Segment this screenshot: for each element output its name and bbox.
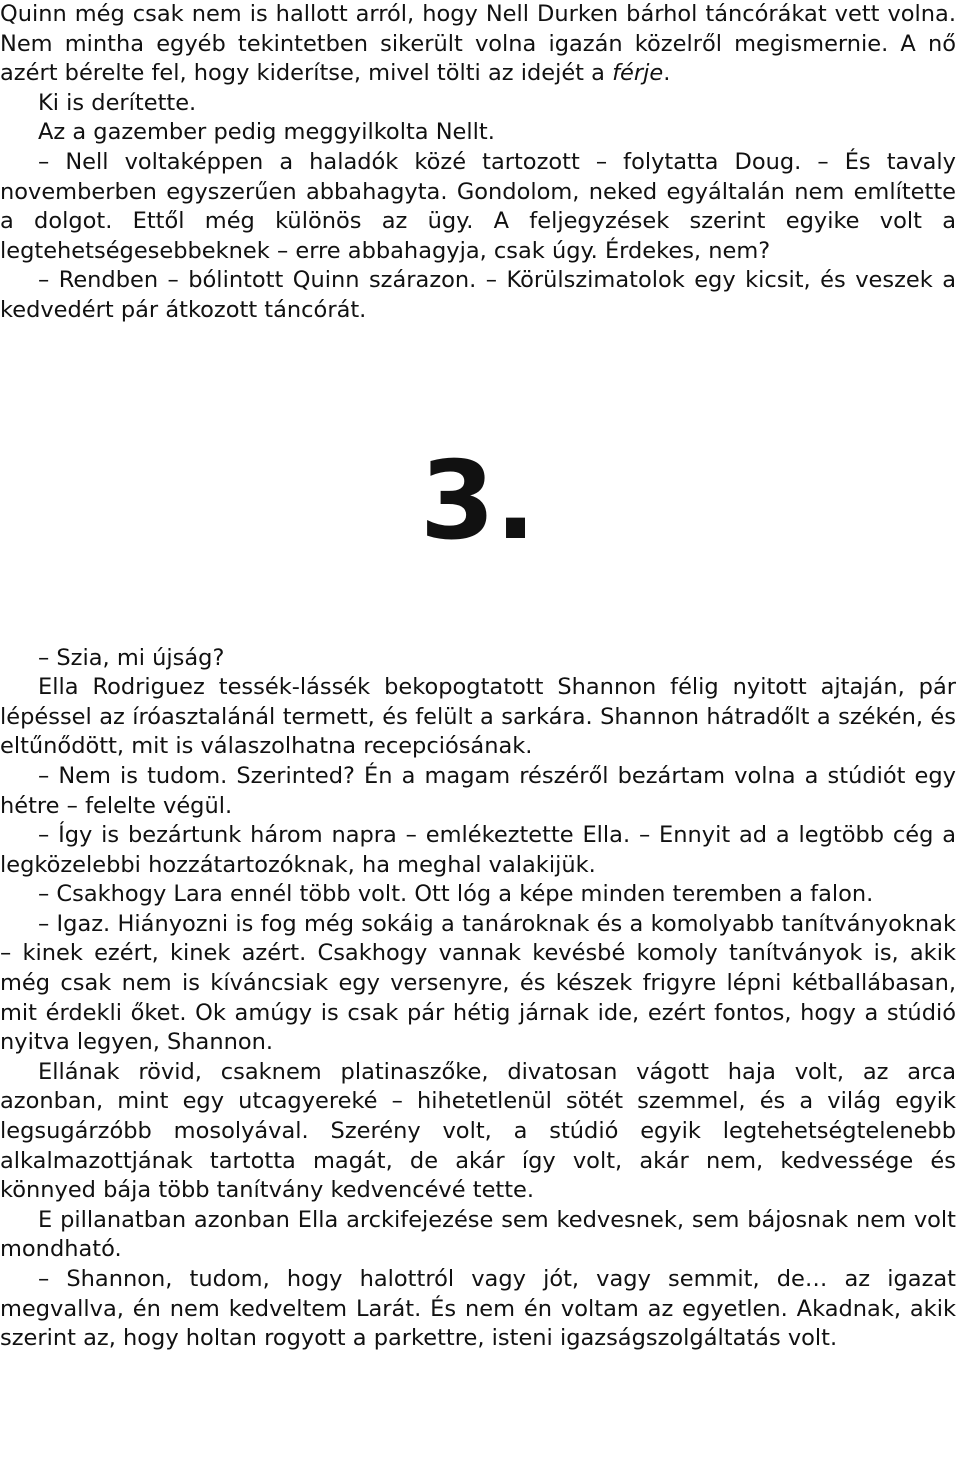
chapter-number: 3. bbox=[419, 438, 537, 564]
paragraph: – Nem is tudom. Szerinted? Én a magam részéről bezártam volna a stúdiót egy hétre – felelte végül. bbox=[0, 762, 956, 819]
italic-word: férje bbox=[612, 60, 664, 87]
paragraph: Az a gazember pedig meggyilkolta Nellt. bbox=[38, 119, 495, 146]
paragraph-text-end: . bbox=[663, 60, 671, 87]
section-before-chapter bbox=[0, 0, 956, 326]
chapter-heading-block bbox=[0, 326, 956, 644]
paragraph: – Rendben – bólintott Quinn szárazon. – Körülszimatolok egy kicsit, és veszek a kedvedért pár átkozott táncórát. bbox=[0, 267, 956, 323]
paragraph bbox=[0, 0, 956, 89]
paragraph: – Szia, mi újság? bbox=[38, 644, 225, 671]
paragraph: Ellának rövid, csaknem platinaszőke, divatosan vágott haja volt, az arca azonban, mint egy utcagyereké – hihetetlenül sötét szemmel, és a világ egyik legsugárzóbb mosolyával. Szerény volt, a stúdió egyik legtehetségtelenebb alkalmazottjának tartotta magát, de akár így volt, akár nem, kedvessége és könnyed bája több tanítvány kedvencévé tette. bbox=[0, 1058, 956, 1204]
paragraph: E pillanatban azonban Ella arckifejezése sem kedvesnek, sem bájosnak nem volt mondható. bbox=[0, 1206, 956, 1263]
paragraph: – Shannon, tudom, hogy halottról vagy jót, vagy semmit, de… az igazat megvallva, én nem kedveltem Larát. És nem én voltam az egyetlen. Akadnak, akik szerint az, hogy holtan rogyott a parkettre, isteni igazságszolgáltatás volt. bbox=[0, 1266, 956, 1352]
paragraph: – Így is bezártunk három napra – emlékeztette Ella. – Ennyit ad a legtöbb cég a legközelebbi hozzátartozóknak, ha meghal valakijük. bbox=[0, 822, 956, 878]
paragraph: – Nell voltaképpen a haladók közé tartozott – folytatta Doug. – És tavaly novemberben egyszerűen abbahagyta. Gondolom, neked egyáltalán nem említette a dolgot. Ettől még különös az ügy. A feljegyzések szerint egyike volt a legtehetségesebbeknek – erre abbahagyja, csak úgy. Érdekes, nem? bbox=[0, 148, 956, 264]
paragraph: – Csakhogy Lara ennél több volt. Ott lóg a képe minden teremben a falon. bbox=[38, 881, 874, 908]
section-after-chapter bbox=[0, 644, 956, 1354]
paragraph: – Igaz. Hiányozni is fog még sokáig a tanároknak és a komolyabb tanítványoknak – kinek ezért, kinek azért. Csakhogy vannak kevésbé komoly tanítványok is, akik még csak nem is kíváncsiak egy versenyre, és készek frigyre lépni kétballábasan, mit érdekli őket. Ok amúgy is csak pár hétig járnak ide, ezért fontos, hogy a stúdió nyitva legyen, Shannon. bbox=[0, 910, 956, 1056]
paragraph-text: Quinn még csak nem is hallott arról, hogy Nell Durken bárhol táncórákat vett volna. Nem mintha egyéb tekintetben sikerült volna igazán közelről megismernie. A nő azért bérelte fel, hogy kiderítse, mivel tölti az idejét a bbox=[0, 1, 956, 87]
paragraph: Ella Rodriguez tessék-lássék bekopogtatott Shannon félig nyitott ajtaján, pár lépéssel az íróasztalánál termett, és felült a sarkára. Shannon hátradőlt a székén, és eltűnődött, mit is válaszolhatna recepciósának. bbox=[0, 674, 956, 760]
paragraph: Ki is derítette. bbox=[38, 89, 197, 116]
